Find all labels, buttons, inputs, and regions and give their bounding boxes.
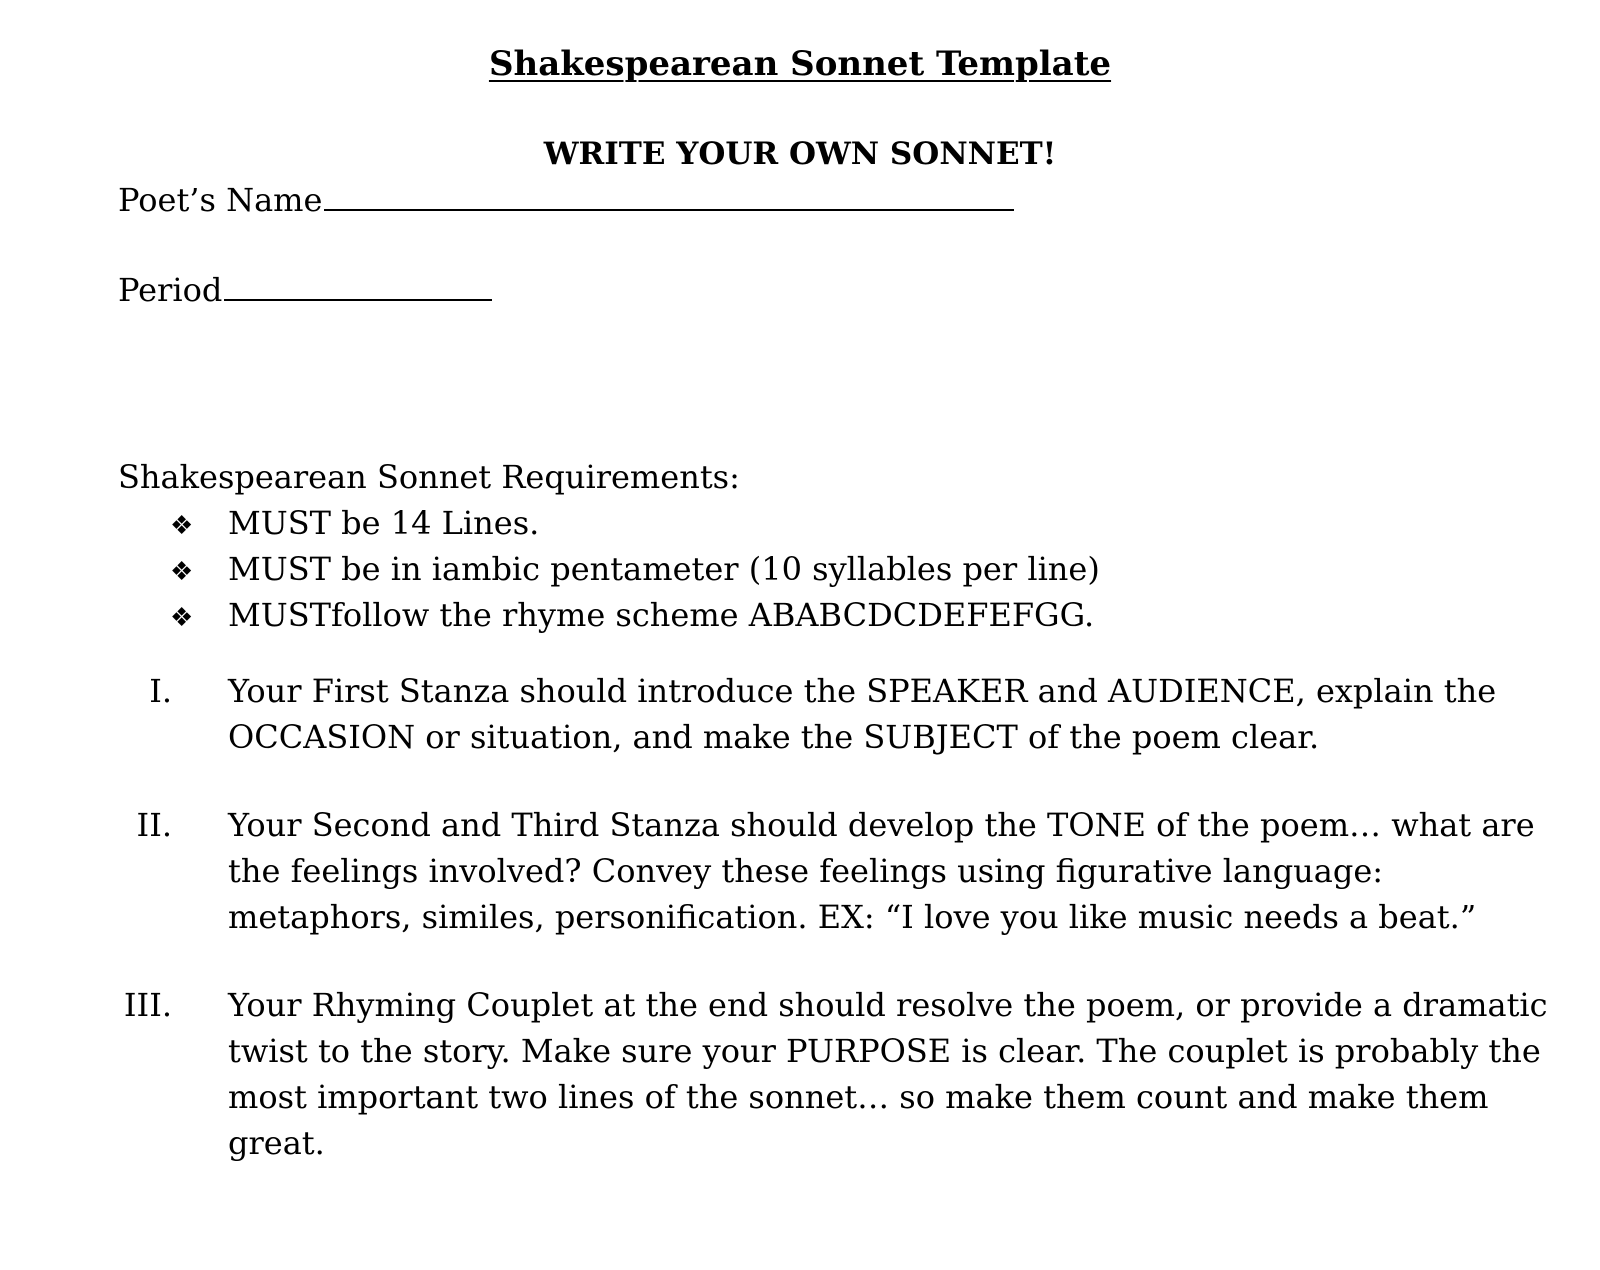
stanza-instruction — [118, 982, 1558, 1166]
requirement-item — [170, 593, 1100, 639]
stanza-text: Your Second and Third Stanza should develop the TONE of the poem… what are the feelings involved? Convey these feelings using figurative language: metaphors, similes, personification. EX: “I love you like music needs a beat.” — [228, 806, 1535, 936]
requirements-heading: Shakespearean Sonnet Requirements: — [118, 458, 740, 496]
stanza-number: II. — [136, 806, 172, 844]
diamond-bullet-icon: ❖ — [170, 511, 194, 541]
requirement-text: MUSTfollow the rhyme scheme ABABCDCDEFEFGG. — [228, 596, 1095, 634]
document-subtitle: WRITE YOUR OWN SONNET! — [543, 136, 1057, 172]
requirement-text: MUST be in iambic pentameter (10 syllables per line) — [228, 550, 1100, 588]
stanza-instructions-list — [118, 668, 1558, 1208]
requirement-item — [170, 547, 1100, 593]
requirement-item — [170, 501, 1100, 547]
poet-name-field — [118, 178, 1014, 222]
stanza-instruction — [118, 802, 1558, 940]
stanza-instruction — [118, 668, 1558, 760]
stanza-number: III. — [123, 986, 172, 1024]
requirement-text: MUST be 14 Lines. — [228, 504, 540, 542]
document-title — [0, 40, 1600, 88]
period-field — [118, 268, 492, 312]
poet-name-label: Poet’s Name — [118, 181, 323, 219]
period-label: Period — [118, 271, 223, 309]
stanza-number: I. — [149, 672, 172, 710]
document-title-text: Shakespearean Sonnet Template — [488, 44, 1112, 84]
period-blank — [224, 269, 492, 301]
diamond-bullet-icon: ❖ — [170, 603, 194, 633]
stanza-text: Your First Stanza should introduce the SPEAKER and AUDIENCE, explain the OCCASION or situation, and make the SUBJECT of the poem clear. — [228, 672, 1497, 756]
requirements-list — [170, 501, 1100, 639]
poet-name-blank — [324, 179, 1014, 211]
diamond-bullet-icon: ❖ — [170, 557, 194, 587]
stanza-text: Your Rhyming Couplet at the end should resolve the poem, or provide a dramatic twist to the story. Make sure your PURPOSE is clear. The couplet is probably the most important two lines of the sonnet… so make them count and make them great. — [228, 986, 1548, 1162]
